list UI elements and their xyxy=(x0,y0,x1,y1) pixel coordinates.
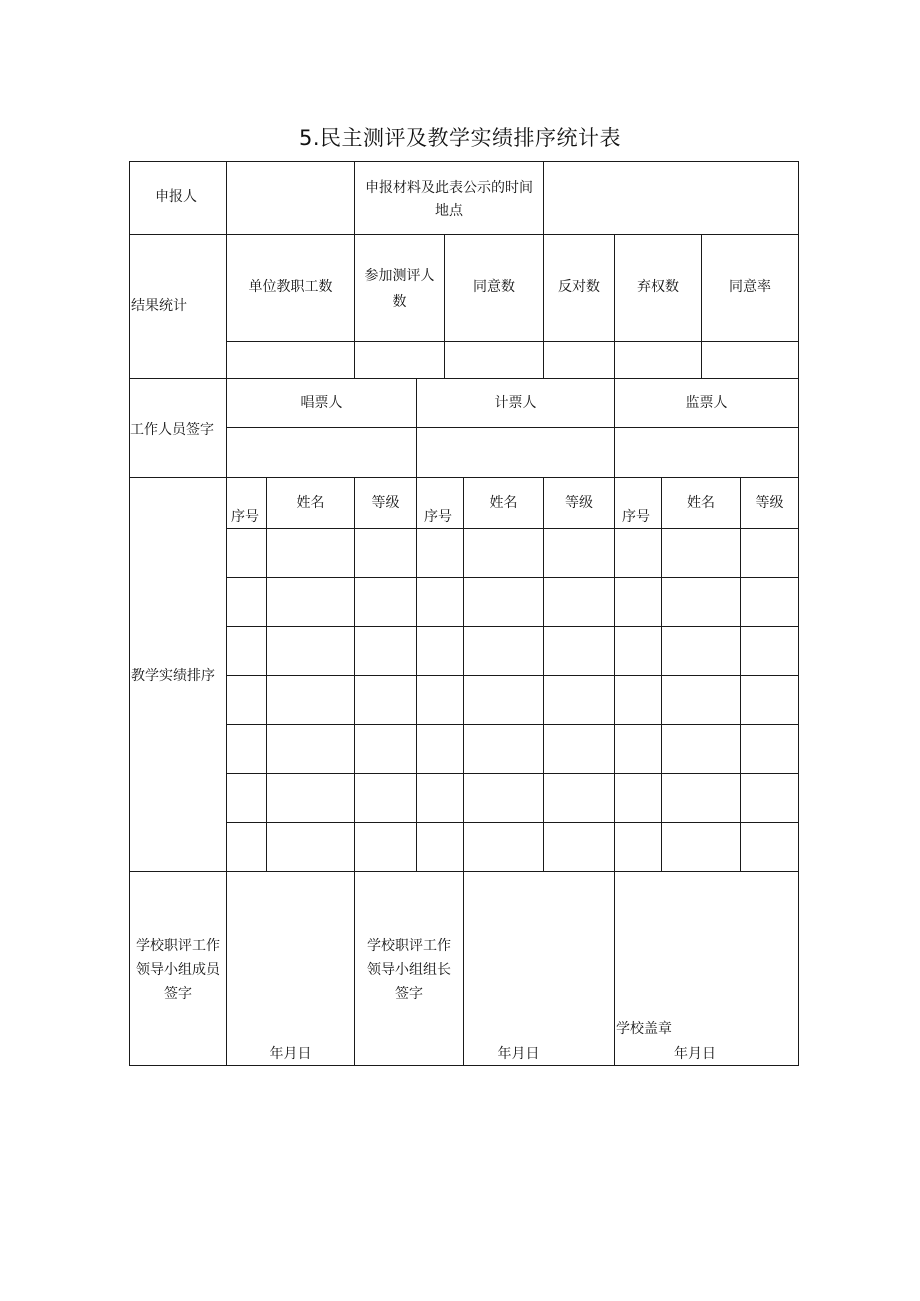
ranking-label: 教学实绩排序 xyxy=(131,668,215,684)
members-signature-label-line1: 学校职评工作 xyxy=(136,938,220,954)
results-col-oppose: 反对数 xyxy=(558,279,600,295)
ranking-col-name: 姓名 xyxy=(489,495,518,511)
school-seal-label: 学校盖章 xyxy=(616,1021,672,1037)
column-divider xyxy=(444,234,445,379)
staff-signature-label: 工作人员签字 xyxy=(130,422,214,438)
ranking-col-seq: 序号 xyxy=(424,509,452,525)
ranking-col-grade: 等级 xyxy=(565,495,593,511)
role-ballot-counter: 计票人 xyxy=(494,395,537,411)
results-col-participants-line2: 数 xyxy=(392,294,407,310)
row-divider xyxy=(129,871,799,872)
row-divider xyxy=(226,626,799,627)
role-ballot-supervisor: 监票人 xyxy=(685,395,728,411)
applicant-label: 申报人 xyxy=(155,189,197,205)
column-divider xyxy=(701,234,702,379)
column-divider xyxy=(416,378,417,872)
ranking-col-name: 姓名 xyxy=(687,495,715,511)
column-divider xyxy=(543,161,544,379)
members-signature-label-line2: 领导小组成员 xyxy=(136,962,220,978)
results-label: 结果统计 xyxy=(131,298,187,314)
row-divider xyxy=(226,675,799,676)
leader-signature-label-line3: 签字 xyxy=(395,986,423,1002)
row-divider xyxy=(226,773,799,774)
table-border-left xyxy=(129,161,130,1066)
leader-signature-label-line2: 领导小组组长 xyxy=(367,962,451,978)
leader-date: 年月日 xyxy=(497,1046,540,1062)
publicity-label-line1: 申报材料及此表公示的时间 xyxy=(365,180,533,196)
results-col-staff-count: 单位教职工数 xyxy=(248,279,333,295)
ranking-col-grade: 等级 xyxy=(371,495,400,511)
row-divider xyxy=(226,577,799,578)
role-ballot-reader: 唱票人 xyxy=(300,395,343,411)
publicity-label-line2: 地点 xyxy=(435,203,463,219)
row-divider xyxy=(129,378,799,379)
row-divider xyxy=(129,234,799,235)
column-divider xyxy=(661,477,662,872)
members-signature-label-line3: 签字 xyxy=(164,986,192,1002)
results-col-agree: 同意数 xyxy=(473,279,515,295)
results-col-participants-line1: 参加测评人 xyxy=(364,268,435,284)
row-divider xyxy=(226,528,799,529)
leader-signature-label-line1: 学校职评工作 xyxy=(367,938,451,954)
column-divider xyxy=(740,477,741,872)
column-divider xyxy=(463,477,464,1066)
page-title: 5.民主测评及教学实绩排序统计表 xyxy=(298,126,622,150)
ranking-col-seq: 序号 xyxy=(622,509,650,525)
row-divider xyxy=(129,477,799,478)
table-border-right xyxy=(798,161,799,1066)
row-divider xyxy=(226,341,799,342)
seal-date: 年月日 xyxy=(674,1046,716,1062)
column-divider xyxy=(266,477,267,872)
results-col-abstain: 弃权数 xyxy=(637,279,679,295)
ranking-col-grade: 等级 xyxy=(755,495,784,511)
results-col-approval-rate: 同意率 xyxy=(729,279,771,295)
row-divider xyxy=(226,822,799,823)
row-divider xyxy=(226,724,799,725)
ranking-col-name: 姓名 xyxy=(296,495,325,511)
ranking-col-seq: 序号 xyxy=(231,509,259,525)
column-divider xyxy=(543,477,544,872)
column-divider xyxy=(614,234,615,379)
table-border-top xyxy=(129,161,799,162)
row-divider xyxy=(226,427,799,428)
column-divider xyxy=(614,378,615,1066)
members-date: 年月日 xyxy=(269,1046,312,1062)
